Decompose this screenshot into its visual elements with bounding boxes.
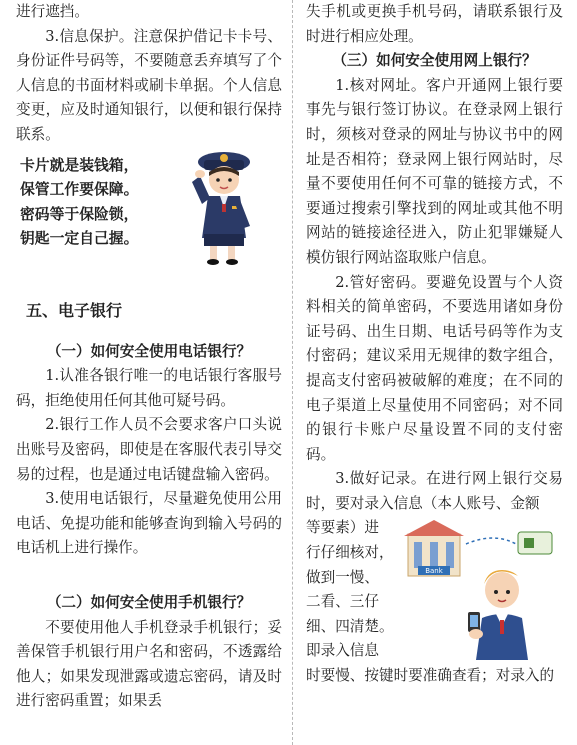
column-divider: [292, 0, 293, 745]
paragraph-mobile-cont: 失手机或更换手机号码，请联系银行及时进行相应处理。: [306, 3, 563, 45]
slogan-line: 密码等于保险锁，: [20, 205, 139, 223]
record-line: 等要素）进: [306, 519, 379, 537]
record-line: 二看、三仔: [306, 593, 379, 611]
paragraph-phone-2: 2.银行工作人员不会要求客户口头说出账号及密码，即使是在客服代表引导交易的过程，也是通过电话键盘输入密码。: [16, 416, 282, 483]
right-column: [306, 0, 563, 689]
subsection-title-mobile: （二）如何安全使用手机银行？: [46, 593, 252, 611]
paragraph-phone-1: 1.认准各银行唯一的电话银行客服号码，拒绝使用任何其他可疑号码。: [16, 367, 282, 409]
paragraph-mobile-1: 不要使用他人手机登录手机银行；妥善保管手机银行用户名和密码，不透露给他人；如果发现泄露或遗忘密码，请及时进行密码重置；如果丢: [16, 618, 282, 710]
slogan-line: 卡片就是装钱箱，: [20, 156, 139, 174]
record-line: 细、四清楚。: [306, 617, 394, 635]
paragraph-online-3-head: 3.做好记录。在进行网上银行交易时，要对录入信息（本人账号、金额: [306, 470, 563, 512]
paragraph-online-1: 1.核对网址。客户开通网上银行要事先与银行签订协议。在登录网上银行时，须核对登录的网址与协议书中的网址是否相符；登录网上银行网站时，尽量不要使用任何不可靠的链接方式，不要通过搜索引擎找到的网址或其他不明网站的链接途径进入，防止犯罪嫌疑人模仿银行网站盗取账户信息。: [306, 76, 563, 266]
paragraph-online-3-tail: 时要慢、按键时要准确查看；对录入的: [306, 667, 555, 685]
record-line: 做到一慢、: [306, 568, 379, 586]
record-line: 行仔细核对，: [306, 544, 394, 562]
subsection-title-online: （三）如何安全使用网上银行？: [332, 52, 537, 70]
record-lines: [306, 516, 398, 664]
slogan-line: 钥匙一定自己握。: [20, 230, 139, 248]
slogan-block: [16, 154, 282, 258]
bank-sign: Bank: [425, 567, 443, 576]
paragraph-online-2: 2.管好密码。要避免设置与个人资料相关的简单密码，不要选用诸如身份证号码、出生日期、电话号码等作为支付密码；建议采用无规律的数字组合，提高支付密码被破解的难度；在不同的电子渠道上尽量使用不同密码；对不同的银行卡账户尽量设置不同的支付密码。: [306, 273, 563, 463]
paragraph-cont: 进行遮挡。: [16, 3, 89, 20]
slogan-line: 保管工作要保障。: [20, 181, 139, 199]
section-title: 五、电子银行: [26, 300, 123, 320]
left-column: [16, 0, 282, 714]
paragraph-phone-3: 3.使用电话银行，尽量避免使用公用电话、免提功能和能够查询到输入号码的电话机上进行操作。: [16, 490, 282, 557]
police-officer-illustration: [180, 142, 270, 266]
subsection-title-phone: （一）如何安全使用电话银行？: [46, 342, 252, 360]
record-block: [306, 516, 563, 664]
slogan-text: [20, 154, 138, 252]
paragraph-info-protect: 3.信息保护。注意保护借记卡卡号、身份证件号码等，不要随意丢弃填写了个人信息的书面材料或刷卡单据。个人信息变更，应及时通知银行，以便和银行保持联系。: [16, 27, 282, 143]
bank-businessman-illustration: [398, 514, 558, 660]
record-line: 即录入信息: [306, 642, 379, 660]
